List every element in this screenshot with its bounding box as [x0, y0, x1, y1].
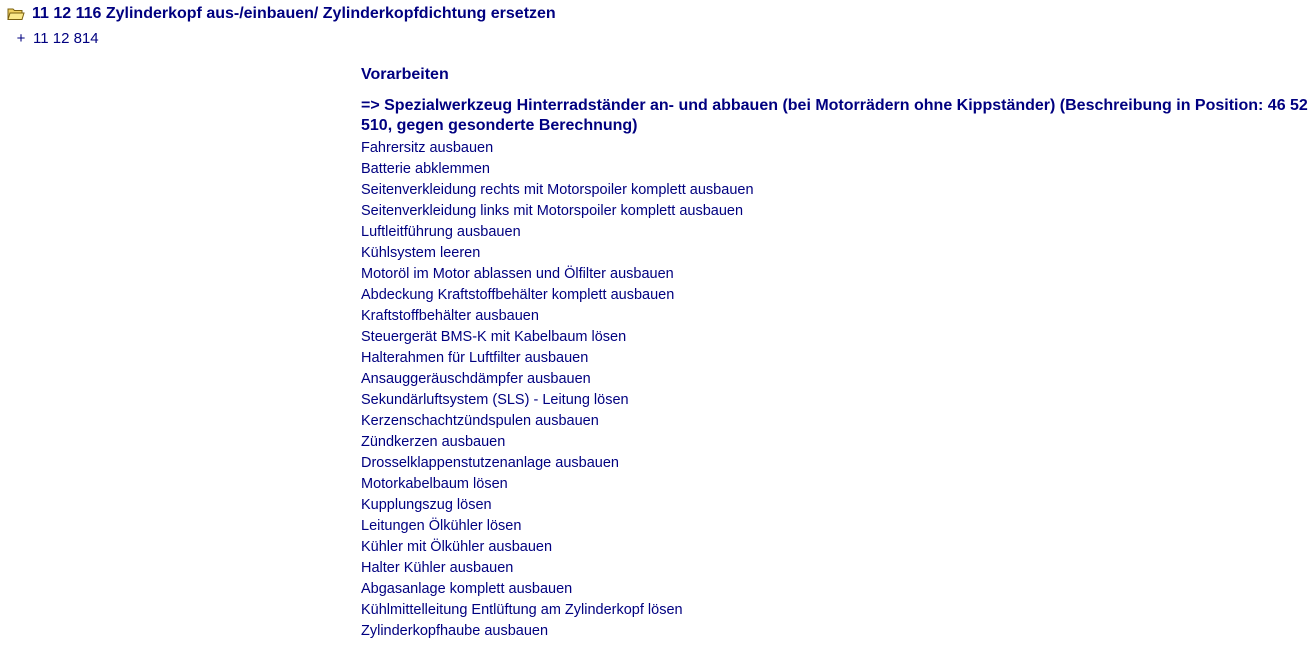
step-link[interactable]: Seitenverkleidung links mit Motorspoiler komplett ausbauen [361, 203, 744, 219]
step-link[interactable]: Kühler mit Ölkühler ausbauen [361, 539, 553, 555]
step-link[interactable]: Batterie abklemmen [361, 161, 490, 177]
tree-sub-node[interactable] [15, 30, 99, 47]
step-link[interactable]: Motorkabelbaum lösen [361, 476, 508, 492]
step-link[interactable]: Zündkerzen ausbauen [361, 434, 506, 450]
step-link[interactable]: Steuergerät BMS-K mit Kabelbaum lösen [361, 329, 627, 345]
step-link[interactable]: Kerzenschachtzündspulen ausbauen [361, 413, 599, 429]
procedure-content [361, 66, 1309, 642]
tree-sub-node-label[interactable]: 11 12 814 [33, 30, 99, 47]
step-link[interactable]: Kühlsystem leeren [361, 245, 481, 261]
step-link[interactable]: Kraftstoffbehälter ausbauen [361, 308, 539, 324]
step-link[interactable]: Luftleitführung ausbauen [361, 224, 521, 240]
step-link[interactable]: Fahrersitz ausbauen [361, 140, 494, 156]
special-tool-reference[interactable]: => Spezialwerkzeug Hinterradständer an- und abbauen (bei Motorrädern ohne Kippständer) (Beschreibung in Position: 46 52 510, gegen gesonderte Berechnung) [361, 97, 1308, 134]
step-link[interactable]: Kühlmittelleitung Entlüftung am Zylinderkopf lösen [361, 602, 683, 618]
folder-open-icon [7, 7, 25, 21]
step-link[interactable]: Motoröl im Motor ablassen und Ölfilter ausbauen [361, 266, 674, 282]
expand-icon[interactable]: + [16, 30, 26, 47]
step-link[interactable]: Zylinderkopfhaube ausbauen [361, 623, 549, 639]
step-list [361, 138, 1309, 642]
step-link[interactable]: Sekundärluftsystem (SLS) - Leitung lösen [361, 392, 629, 408]
step-link[interactable]: Seitenverkleidung rechts mit Motorspoiler komplett ausbauen [361, 182, 754, 198]
step-link[interactable]: Drosselklappenstutzenanlage ausbauen [361, 455, 619, 471]
tree-root-node[interactable] [7, 5, 556, 23]
section-heading: Vorarbeiten [361, 66, 449, 83]
step-link[interactable]: Kupplungszug lösen [361, 497, 492, 513]
step-link[interactable]: Abgasanlage komplett ausbauen [361, 581, 573, 597]
step-link[interactable]: Leitungen Ölkühler lösen [361, 518, 522, 534]
step-link[interactable]: Ansauggeräuschdämpfer ausbauen [361, 371, 591, 387]
tree-root-label[interactable]: 11 12 116 Zylinderkopf aus-/einbauen/ Zylinderkopfdichtung ersetzen [32, 5, 556, 22]
step-link[interactable]: Abdeckung Kraftstoffbehälter komplett ausbauen [361, 287, 675, 303]
step-link[interactable]: Halter Kühler ausbauen [361, 560, 514, 576]
step-link[interactable]: Halterahmen für Luftfilter ausbauen [361, 350, 589, 366]
